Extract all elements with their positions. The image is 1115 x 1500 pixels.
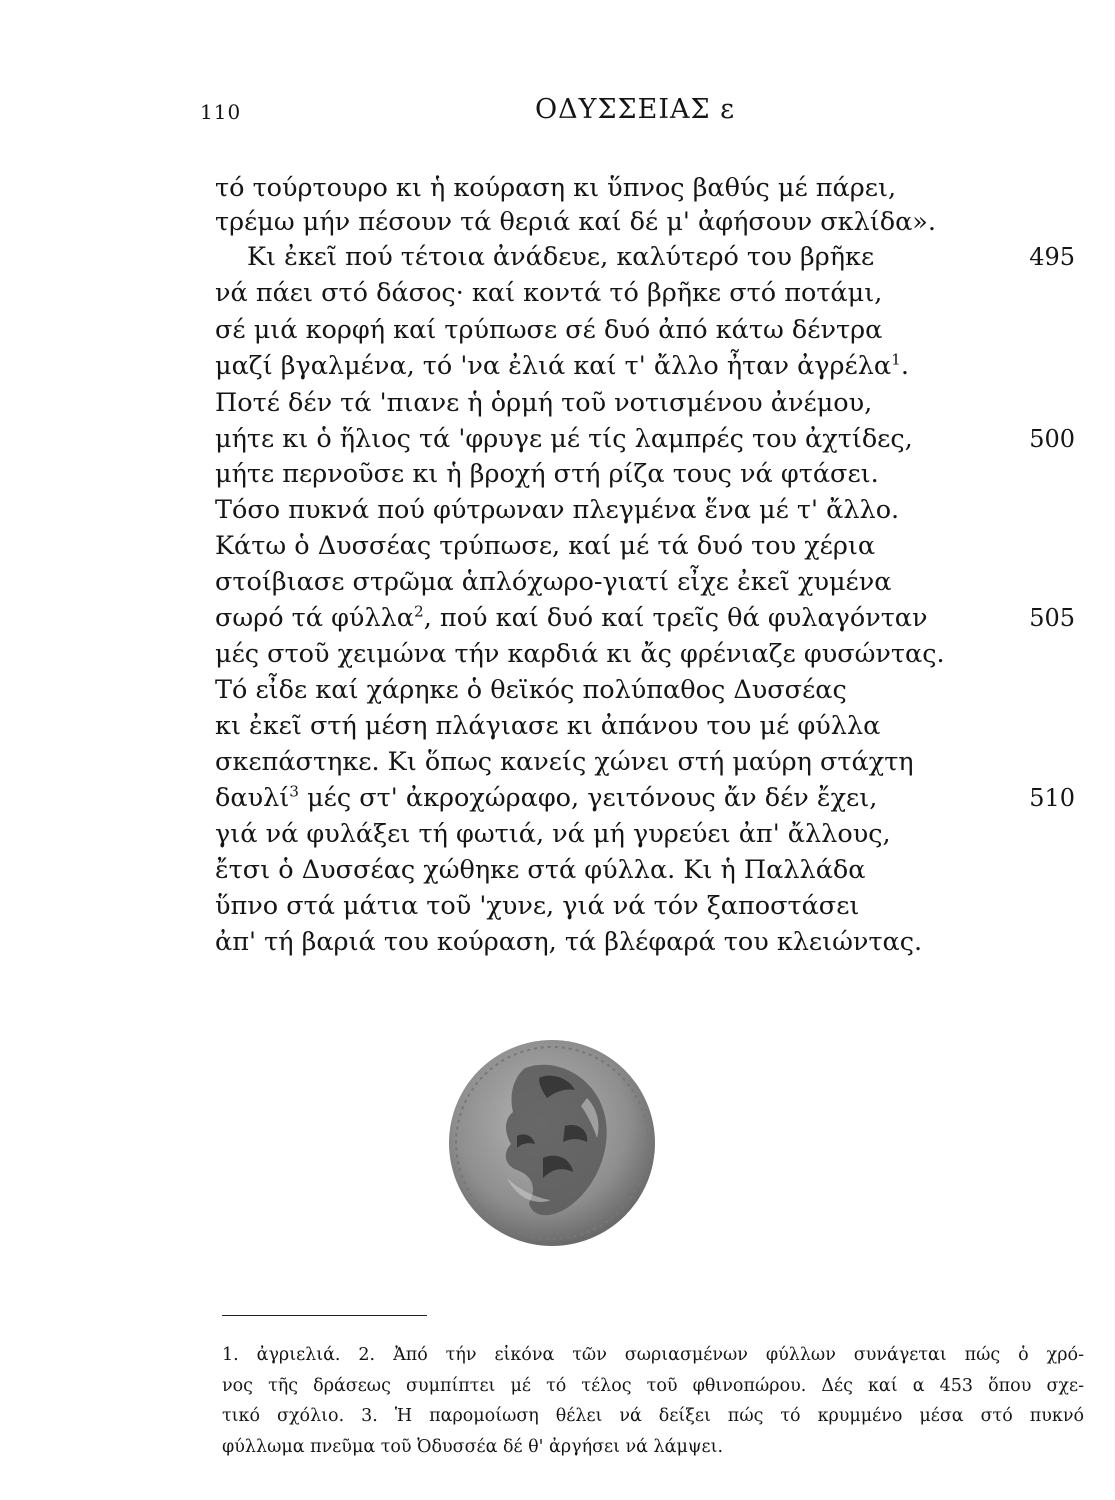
verse-line bbox=[215, 530, 1075, 562]
verse-text-main: Τόσο πυκνά πού φύτρωναν πλεγμένα ἕνα μέ τ' ἄλλο. bbox=[215, 495, 900, 525]
verse-text bbox=[215, 602, 928, 634]
verse-text bbox=[215, 818, 891, 850]
verse-text-main: κι ἐκεῖ στή μέση πλάγιασε κι ἀπάνου του μέ φύλλα bbox=[215, 711, 881, 741]
verse-line bbox=[215, 241, 1075, 273]
verse-text bbox=[215, 350, 909, 382]
line-number: 500 bbox=[1029, 425, 1075, 453]
verse-text bbox=[215, 206, 936, 238]
footnote-marker: 2 bbox=[413, 602, 424, 621]
verse-line bbox=[215, 494, 1075, 526]
line-number: 495 bbox=[1029, 243, 1075, 271]
footnote-rule bbox=[222, 1315, 427, 1316]
verse-text bbox=[215, 926, 922, 958]
verse-line bbox=[215, 206, 1075, 238]
verse-text-main: μήτε περνοῦσε κι ἡ βροχή στή ρίζα τους νά φτάσει. bbox=[215, 459, 879, 489]
line-number: 505 bbox=[1029, 604, 1075, 632]
verse-line bbox=[215, 458, 1075, 490]
verse-text-main: νά πάει στό δάσος· καί κοντά τό βρῆκε στό ποτάμι, bbox=[215, 278, 883, 308]
verse-line bbox=[215, 674, 1075, 706]
verse-line bbox=[215, 926, 1075, 958]
verse-text bbox=[215, 458, 879, 490]
verse-line bbox=[215, 172, 1075, 204]
verse-text-main: τρέμω μήν πέσουν τά θεριά καί δέ μ' ἀφήσουν σκλίδα». bbox=[215, 207, 937, 237]
verse-line bbox=[215, 638, 1075, 670]
verse-text bbox=[215, 854, 866, 886]
verse-text-main: ἔτσι ὁ Δυσσέας χώθηκε στά φύλλα. Κι ἡ Παλλάδα bbox=[215, 855, 866, 885]
running-title: ΟΔΥΣΣΕΙΑΣ ε bbox=[535, 94, 736, 125]
verse-line bbox=[215, 350, 1075, 382]
verse-text bbox=[215, 746, 914, 778]
verse-text-main: δαυλί bbox=[215, 783, 290, 813]
footnote-line: τικό σχόλιο. 3. Ἡ παρομοίωση θέλει νά δείξει πώς τό κρυμμένο μέσα στό πυκνό bbox=[222, 1406, 1084, 1426]
verse-line bbox=[215, 746, 1075, 778]
footnote-marker: 1 bbox=[891, 350, 901, 369]
verse-text-main: μήτε κι ὁ ἥλιος τά 'φρυγε μέ τίς λαμπρές του ἀχτίδες, bbox=[215, 424, 913, 454]
footnote-line: νος τῆς δράσεως συμπίπτει μέ τό τέλος τοῦ φθινοπώρου. Δές καί α 453 ὅπου σχε- bbox=[222, 1375, 1084, 1396]
verse-line bbox=[215, 602, 1075, 634]
footnotes bbox=[222, 1340, 1084, 1462]
verse-line bbox=[215, 387, 1075, 419]
verse-text-main: Τό εἶδε καί χάρηκε ὁ θεϊκός πολύπαθος Δυσσέας bbox=[215, 675, 847, 705]
verse-text-main: σωρό τά φύλλα bbox=[215, 603, 414, 633]
verse-text bbox=[215, 890, 859, 922]
verse-text bbox=[215, 638, 945, 670]
verse-text bbox=[215, 277, 882, 309]
verse-text-main: τό τούρτουρο κι ἡ κούραση κι ὕπνος βαθύς μέ πάρει, bbox=[215, 173, 897, 203]
verse-text bbox=[215, 566, 892, 598]
verse-text bbox=[215, 172, 896, 204]
verse-text bbox=[215, 494, 899, 526]
verse-line bbox=[215, 314, 1075, 346]
verse-text-main: σκεπάστηκε. Κι ὅπως κανείς χώνει στή μαύρη στάχτη bbox=[215, 747, 914, 777]
footnote-line: φύλλωμα πνεῦμα τοῦ Ὀδυσσέα δέ θ' ἀργήσει νά λάμψει. bbox=[222, 1436, 724, 1457]
verse-text-main: γιά νά φυλάξει τή φωτιά, νά μή γυρεύει ἀπ' ἄλλους, bbox=[215, 819, 891, 849]
coin-illustration bbox=[447, 1038, 657, 1248]
verse-text bbox=[215, 710, 880, 742]
verse-line bbox=[215, 782, 1075, 814]
verse-line bbox=[215, 890, 1075, 922]
verse-text-main: Ποτέ δέν τά 'πιανε ἡ ὁρμή τοῦ νοτισμένου ἀνέμου, bbox=[215, 388, 873, 418]
verse-text bbox=[215, 314, 882, 346]
verse-line bbox=[215, 854, 1075, 886]
verse-line bbox=[215, 423, 1075, 455]
verse-line bbox=[215, 818, 1075, 850]
verse-text-main: μές στοῦ χειμώνα τήν καρδιά κι ἄς φρένιαζε φυσώντας. bbox=[215, 639, 945, 669]
verse-text-main: στοίβιασε στρῶμα ἁπλόχωρο-γιατί εἶχε ἐκεῖ χυμένα bbox=[215, 567, 892, 597]
verse-text-main: ἀπ' τή βαριά του κούραση, τά βλέφαρά του κλειώντας. bbox=[215, 927, 923, 957]
footnote-marker: 3 bbox=[289, 782, 299, 801]
line-number: 510 bbox=[1029, 784, 1075, 812]
footnote-line: 1. ἀγριελιά. 2. Ἀπό τήν εἰκόνα τῶν σωριασμένων φύλλων συνάγεται πώς ὁ χρό- bbox=[222, 1345, 1084, 1365]
verse-line bbox=[215, 566, 1075, 598]
verse-text-main: μαζί βγαλμένα, τό 'να ἐλιά καί τ' ἄλλο ἦταν ἀγρέλα bbox=[215, 351, 892, 381]
verse-text bbox=[215, 530, 875, 562]
verse-text-tail: . bbox=[900, 351, 909, 381]
verse-text-main: σέ μιά κορφή καί τρύπωσε σέ δυό ἀπό κάτω δέντρα bbox=[215, 315, 883, 345]
verse-text bbox=[215, 423, 913, 455]
verse-text-tail: , πού καί δυό καί τρεῖς θά φυλαγόνταν bbox=[423, 603, 928, 633]
verse-text bbox=[215, 241, 874, 273]
page-number: 110 bbox=[200, 100, 242, 124]
verse-text-main: Κι ἐκεῖ πού τέτοια ἀνάδευε, καλύτερό του βρῆκε bbox=[247, 242, 875, 272]
verse-text bbox=[215, 782, 877, 814]
verse-line bbox=[215, 710, 1075, 742]
verse-text-tail: μές στ' ἀκροχώραφο, γειτόνους ἄν δέν ἔχει, bbox=[298, 783, 878, 813]
verse-text bbox=[215, 387, 872, 419]
verse-line bbox=[215, 277, 1075, 309]
verse-text-main: ὕπνο στά μάτια τοῦ 'χυνε, γιά νά τόν ξαποστάσει bbox=[215, 891, 860, 921]
verse-text bbox=[215, 674, 847, 706]
verse-text-main: Κάτω ὁ Δυσσέας τρύπωσε, καί μέ τά δυό του χέρια bbox=[215, 531, 876, 561]
